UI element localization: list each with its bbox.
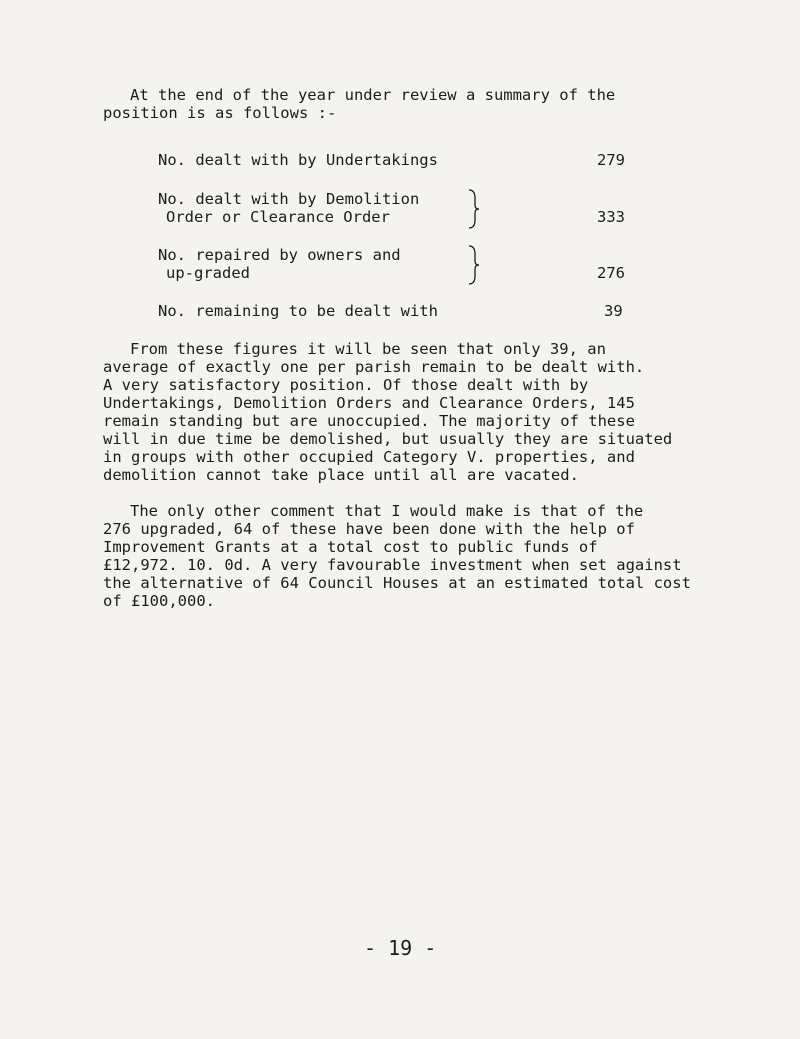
page-number: - 19 - xyxy=(364,936,437,960)
paragraph-line: From these figures it will be seen that only 39, an xyxy=(130,340,606,358)
summary-item-value: 279 xyxy=(597,151,625,169)
intro-line-2: position is as follows :- xyxy=(103,104,337,122)
summary-item-label: No. dealt with by Demolition xyxy=(158,190,420,208)
summary-item-label: up-graded xyxy=(166,264,250,282)
paragraph-line: remain standing but are unoccupied. The majority of these xyxy=(103,412,635,430)
paragraph-line: The only other comment that I would make is that of the xyxy=(130,502,644,520)
paragraph-line: average of exactly one per parish remain to be dealt with. xyxy=(103,358,645,376)
summary-item-label: No. dealt with by Undertakings xyxy=(158,151,438,169)
paragraph-line: A very satisfactory position. Of those dealt with by xyxy=(103,376,589,394)
paragraph-line: will in due time be demolished, but usually they are situated xyxy=(103,430,673,448)
summary-item-label: No. repaired by owners and xyxy=(158,246,401,264)
paragraph-line: the alternative of 64 Council Houses at an estimated total cost xyxy=(103,574,691,592)
paragraph-line: in groups with other occupied Category V. properties, and xyxy=(103,448,635,466)
paragraph-line: Undertakings, Demolition Orders and Clearance Orders, 145 xyxy=(103,394,635,412)
paragraph-line: 276 upgraded, 64 of these have been done with the help of xyxy=(103,520,635,538)
summary-item-value: 276 xyxy=(597,264,625,282)
summary-item-value: 333 xyxy=(597,208,625,226)
paragraph-line: £12,972. 10. 0d. A very favourable investment when set against xyxy=(103,556,682,574)
paragraph-line: of £100,000. xyxy=(103,592,215,610)
brace-icon xyxy=(466,244,482,286)
paragraph-line: demolition cannot take place until all are vacated. xyxy=(103,466,579,484)
paragraph-line: Improvement Grants at a total cost to public funds of xyxy=(103,538,598,556)
intro-line-1: At the end of the year under review a summary of the xyxy=(130,86,616,104)
summary-item-label: No. remaining to be dealt with xyxy=(158,302,438,320)
summary-item-value: 39 xyxy=(604,302,623,320)
brace-icon xyxy=(466,188,482,230)
summary-item-label: Order or Clearance Order xyxy=(166,208,390,226)
